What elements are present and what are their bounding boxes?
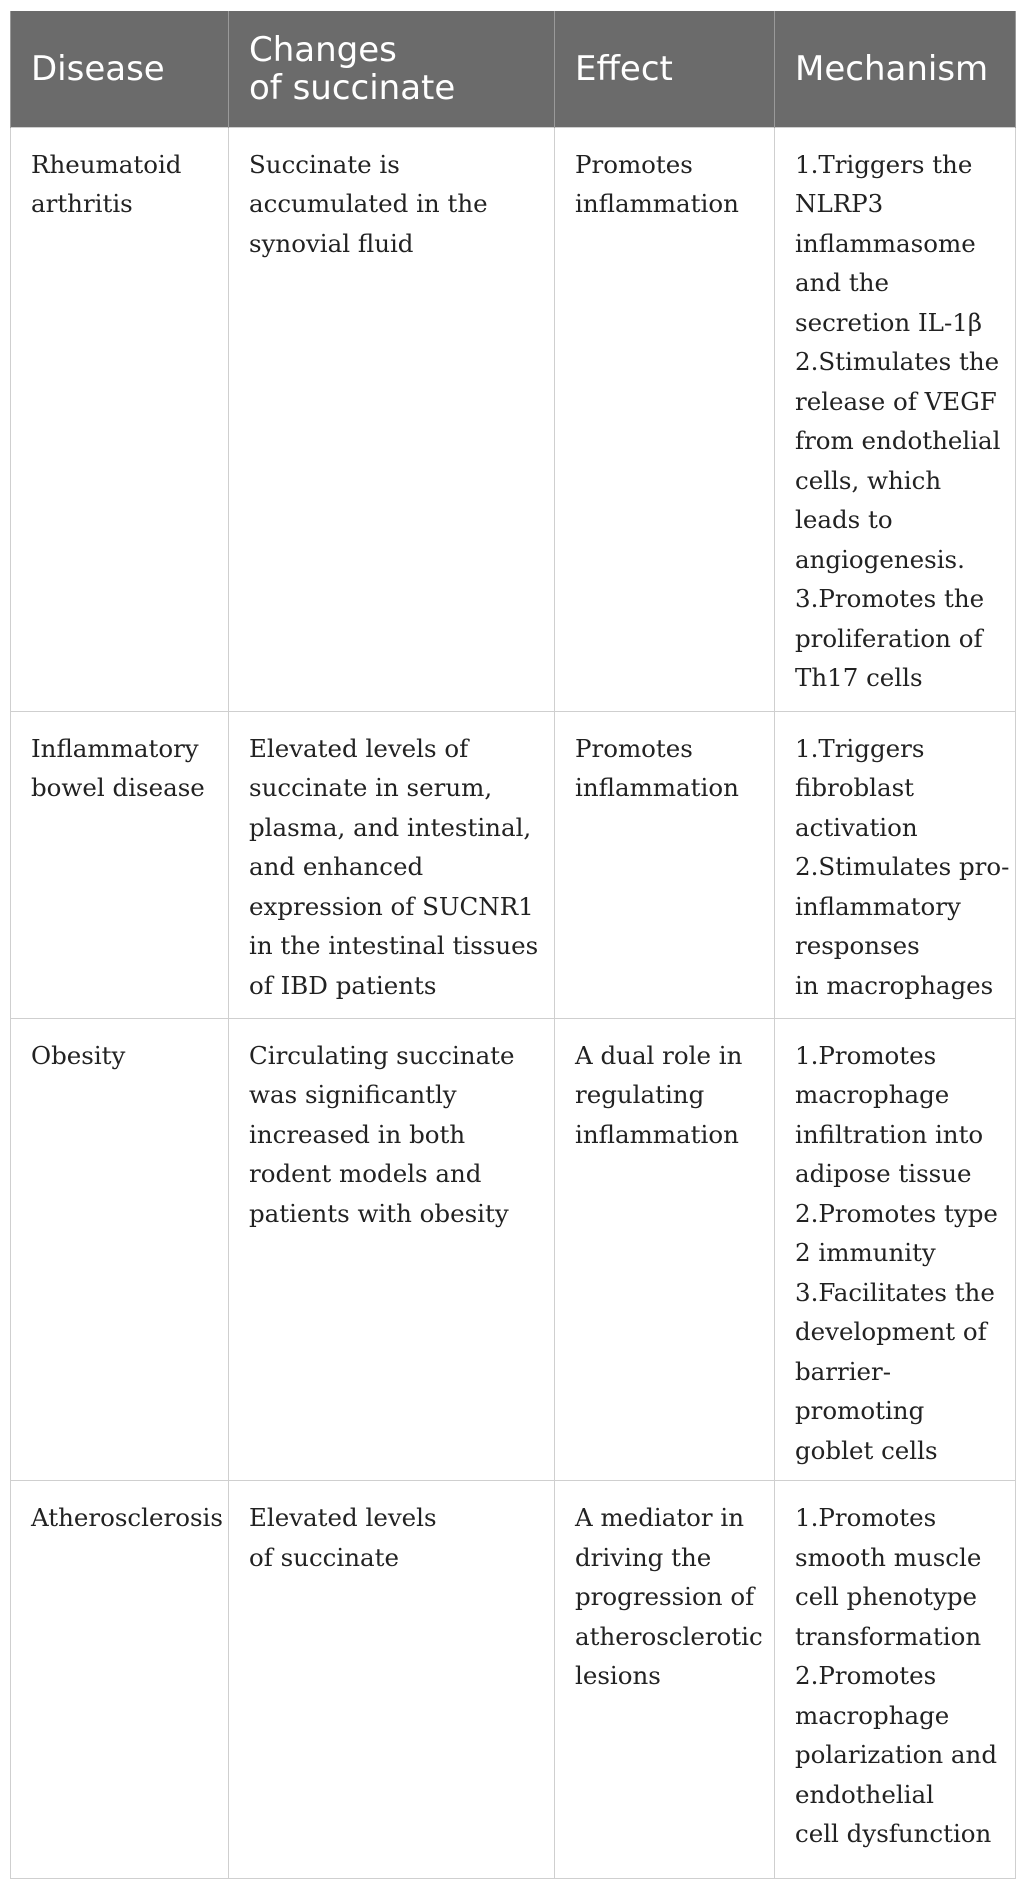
cell-text-line: inflammation [575,189,739,218]
cell-text-line: Elevated levels [249,1503,437,1532]
cell-text-line: atherosclerotic [575,1621,763,1651]
table-body [11,127,1016,1879]
cell-text-line: in the intestinal tissues [249,931,539,960]
header-text-line: Changes [249,29,397,70]
cell-text-line: Rheumatoid [31,149,182,179]
cell-text-line: bowel disease [31,773,205,802]
cell-text-line: development of [795,1317,987,1346]
cell-changes [229,127,555,711]
cell-text-line: adipose tissue [795,1159,972,1188]
cell-disease [11,127,229,711]
cell-text-line: macrophage [795,1080,950,1109]
cell-text-line: 3.Facilitates the [795,1277,995,1307]
cell-text-line: synovial fluid [249,228,414,258]
cell-text-line: 2.Promotes [795,1661,937,1690]
cell-text-line: Promotes [575,733,693,763]
cell-text-line: leads to [795,505,893,534]
cell-text-line: activation [795,812,918,842]
cell-text-line: NLRP3 [795,189,884,218]
cell-text-line: inflammation [575,1119,739,1149]
cell-text-line: in macrophages [795,970,994,1000]
cell-text-line: and the [795,268,889,297]
cell-text-line: secretion IL-1β [795,307,982,337]
cell-text-line: 2.Stimulates the [795,347,1000,376]
cell-text-line: 1.Promotes [795,1503,937,1532]
cell-text-line: inflammasome [795,228,976,258]
cell-text-line: expression of SUCNR1 [249,891,534,921]
cell-mechanism [775,127,1016,711]
cell-text-line: from endothelial [795,426,1001,455]
cell-text-line: regulating [575,1080,705,1109]
cell-text-line: responses [795,931,920,960]
cell-text-line: A dual role in [575,1040,743,1070]
cell-text-line: barrier- [795,1356,892,1386]
cell-text-line: endothelial [795,1779,934,1809]
cell-disease [11,1481,229,1879]
cell-text-line: of IBD patients [249,970,437,1000]
cell-text-line: 2 immunity [795,1238,936,1267]
cell-text-line: fibroblast [795,773,915,802]
cell-mechanism [775,711,1016,1018]
cell-text-line: goblet cells [795,1435,938,1465]
cell-text-line: promoting [795,1396,925,1425]
cell-text-line: plasma, and intestinal, [249,812,532,842]
cell-text-line: lesions [575,1661,661,1690]
cell-text-line: rodent models and [249,1159,482,1188]
cell-text-line: inflammatory [795,891,961,921]
cell-text-line: Th17 cells [795,663,923,692]
cell-text-line: Atherosclerosis [31,1503,223,1532]
cell-text-line: infiltration into [795,1119,984,1149]
cell-changes [229,711,555,1018]
cell-text-line: succinate in serum, [249,773,493,802]
header-row [11,11,1016,127]
table-row [11,1018,1016,1481]
table-row [11,1481,1016,1879]
cell-effect [555,127,775,711]
table-header [11,11,1016,127]
cell-text-line: driving the [575,1542,712,1572]
header-disease: Disease [11,11,229,127]
cell-text-line: macrophage [795,1700,950,1730]
cell-text-line: cell phenotype [795,1582,978,1611]
header-mechanism: Mechanism [775,11,1016,127]
header-effect: Effect [555,11,775,127]
cell-text-line: was significantly [249,1080,457,1109]
table-row [11,127,1016,711]
cell-text-line: inflammation [575,773,739,802]
cell-text-line: of succinate [249,1542,399,1572]
table-row [11,711,1016,1018]
cell-text-line: Inflammatory [31,733,199,763]
cell-effect [555,1018,775,1481]
cell-text-line: Obesity [31,1040,126,1070]
cell-text-line: cell dysfunction [795,1819,992,1848]
header-text-line: of succinate [249,67,456,108]
cell-text-line: proliferation of [795,623,983,653]
cell-text-line: progression of [575,1582,755,1611]
cell-text-line: A mediator in [575,1503,745,1532]
cell-text-line: 1.Triggers the [795,149,973,179]
cell-text-line: accumulated in the [249,189,488,218]
cell-effect [555,711,775,1018]
header-changes-of-succinate [229,11,555,127]
cell-text-line: 2.Stimulates pro- [795,852,1010,881]
cell-disease [11,711,229,1018]
cell-text-line: arthritis [31,189,133,218]
cell-text-line: cells, which [795,465,942,495]
cell-changes [229,1018,555,1481]
succinate-disease-table [10,11,1016,1879]
cell-text-line: and enhanced [249,852,424,881]
cell-text-line: Elevated levels of [249,733,469,763]
cell-text-line: polarization and [795,1740,998,1769]
cell-text-line: 3.Promotes the [795,584,985,613]
cell-effect [555,1481,775,1879]
cell-text-line: angiogenesis. [795,544,965,574]
cell-changes [229,1481,555,1879]
cell-mechanism [775,1481,1016,1879]
cell-text-line: smooth muscle [795,1542,982,1572]
cell-text-line: release of VEGF [795,386,997,416]
cell-text-line: Promotes [575,149,693,179]
cell-text-line: increased in both [249,1119,466,1149]
cell-text-line: patients with obesity [249,1198,509,1228]
cell-text-line: Circulating succinate [249,1040,515,1070]
cell-text-line: transformation [795,1621,982,1651]
cell-text-line: 1.Promotes [795,1040,937,1070]
cell-text-line: 1.Triggers [795,733,925,763]
cell-text-line: Succinate is [249,149,400,179]
cell-disease [11,1018,229,1481]
cell-text-line: 2.Promotes type [795,1198,998,1228]
cell-mechanism [775,1018,1016,1481]
